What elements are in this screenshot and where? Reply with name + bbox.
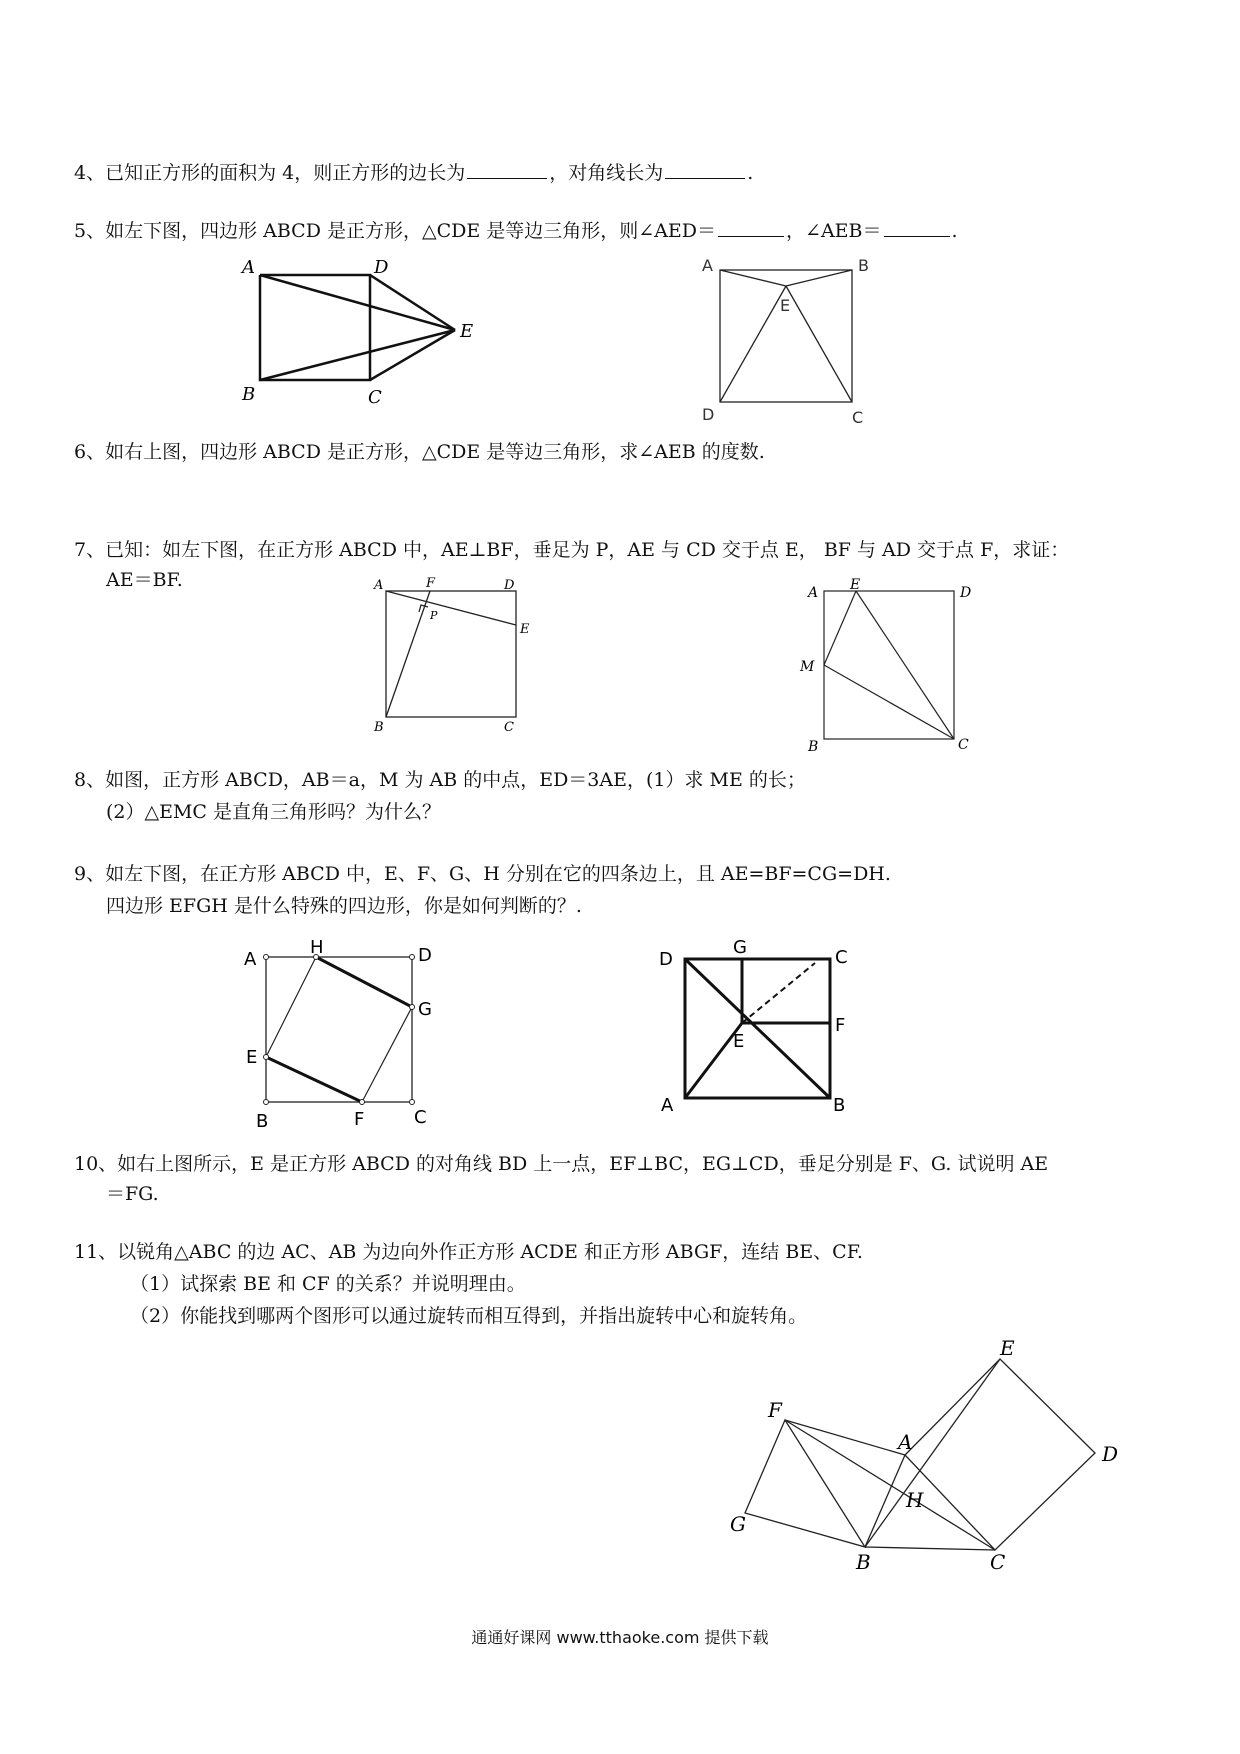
label-e: E bbox=[246, 1047, 258, 1068]
label-c: C bbox=[414, 1107, 427, 1128]
q6-text: 6、如右上图，四边形 ABCD 是正方形，△CDE 是等边三角形，求∠AEB 的度数. bbox=[74, 441, 765, 463]
figure-q7-square bbox=[370, 575, 540, 735]
question-11-line-3 bbox=[130, 1304, 807, 1328]
question-10-line-1 bbox=[74, 1152, 1048, 1176]
question-8-line-1 bbox=[74, 768, 806, 792]
label-d: D bbox=[374, 257, 389, 278]
label-b: B bbox=[242, 384, 256, 405]
question-11-line-2 bbox=[130, 1272, 526, 1296]
q4-blank-side[interactable] bbox=[467, 160, 547, 179]
label-p: P bbox=[430, 609, 438, 622]
label-g: G bbox=[418, 999, 432, 1020]
label-b: B bbox=[808, 739, 819, 755]
figure-q6-square-triangle bbox=[690, 255, 890, 425]
q11-text-1: 11、以锐角△ABC 的边 AC、AB 为边向外作正方形 ACDE 和正方形 ABGF，连结 BE、CF. bbox=[74, 1241, 863, 1263]
label-e: E bbox=[733, 1031, 745, 1052]
label-e: E bbox=[460, 321, 474, 342]
label-f: F bbox=[768, 1398, 782, 1422]
figure-q9-square bbox=[240, 935, 450, 1135]
label-e: E bbox=[520, 622, 530, 637]
q10-text-1: 10、如右上图所示，E 是正方形 ABCD 的对角线 BD 上一点，EF⊥BC，EG⊥CD，垂足分别是 F、G. 试说明 AE bbox=[74, 1153, 1049, 1175]
q10-text-2: ＝FG. bbox=[106, 1183, 159, 1205]
q9-text-2: 四边形 EFGH 是什么特殊的四边形，你是如何判断的？. bbox=[106, 895, 582, 917]
label-d: D bbox=[504, 578, 515, 593]
q9-text-1: 9、如左下图，在正方形 ABCD 中，E、F、G、H 分别在它的四条边上，且 AE=BF=CG=DH. bbox=[74, 863, 891, 885]
label-f: F bbox=[426, 576, 436, 591]
label-c: C bbox=[368, 387, 382, 408]
label-d: D bbox=[960, 585, 972, 601]
q5-blank-aed[interactable] bbox=[718, 218, 784, 237]
label-f: F bbox=[835, 1015, 846, 1036]
question-8-line-2 bbox=[106, 800, 441, 824]
label-e: E bbox=[780, 296, 791, 315]
q4-number: 4、 bbox=[74, 162, 106, 184]
q5-end: . bbox=[951, 220, 958, 242]
label-h: H bbox=[310, 937, 324, 958]
label-a: A bbox=[242, 257, 255, 278]
label-d: D bbox=[702, 405, 715, 424]
label-a: A bbox=[244, 949, 257, 970]
q5-text-1: 如左下图，四边形 ABCD 是正方形，△CDE 是等边三角形，则∠AED＝ bbox=[105, 220, 717, 242]
q4-blank-diagonal[interactable] bbox=[665, 160, 745, 179]
label-a: A bbox=[661, 1095, 674, 1116]
question-11-line-1 bbox=[74, 1240, 863, 1264]
label-e: E bbox=[850, 577, 861, 593]
label-c: C bbox=[835, 947, 848, 968]
question-4 bbox=[74, 160, 753, 185]
figure-q8-square bbox=[790, 575, 990, 755]
label-a: A bbox=[808, 585, 819, 601]
question-10-line-2 bbox=[106, 1182, 159, 1206]
label-h: H bbox=[906, 1488, 924, 1512]
q5-blank-aeb[interactable] bbox=[884, 218, 950, 237]
label-c: C bbox=[990, 1550, 1006, 1574]
q4-end: . bbox=[747, 162, 754, 184]
question-6 bbox=[74, 440, 765, 464]
figure-q11-two-squares bbox=[730, 1335, 1130, 1605]
q11-text-2: （1）试探索 BE 和 CF 的关系？并说明理由。 bbox=[130, 1273, 526, 1295]
q11-text-3: （2）你能找到哪两个图形可以通过旋转而相互得到，并指出旋转中心和旋转角。 bbox=[130, 1305, 808, 1327]
label-b: B bbox=[833, 1095, 846, 1116]
label-m: M bbox=[800, 659, 815, 675]
question-9-line-2 bbox=[106, 894, 582, 918]
label-f: F bbox=[354, 1109, 365, 1130]
label-b: B bbox=[256, 1111, 269, 1132]
q4-text-1: 已知正方形的面积为 4，则正方形的边长为 bbox=[105, 162, 466, 184]
q7-text-1: 7、已知：如左下图，在正方形 ABCD 中，AE⊥BF，垂足为 P，AE 与 CD 交于点 E， BF 与 AD 交于点 F，求证： bbox=[74, 539, 1070, 561]
label-g: G bbox=[730, 1512, 746, 1536]
label-e: E bbox=[1000, 1336, 1015, 1360]
label-a: A bbox=[374, 578, 384, 593]
q5-number: 5、 bbox=[74, 220, 106, 242]
question-7-line-2 bbox=[106, 568, 183, 592]
label-b: B bbox=[858, 256, 869, 275]
label-d: D bbox=[1102, 1442, 1119, 1466]
label-c: C bbox=[958, 737, 969, 753]
q4-text-2: ，对角线长为 bbox=[549, 162, 664, 184]
q8-text-1: 8、如图，正方形 ABCD，AB＝a，M 为 AB 的中点，ED＝3AE，(1）求 ME 的长； bbox=[74, 769, 806, 791]
q5-text-2: ，∠AEB＝ bbox=[786, 220, 882, 242]
q8-text-2: (2）△EMC 是直角三角形吗？为什么？ bbox=[106, 801, 442, 823]
figure-q10-square bbox=[655, 935, 865, 1135]
question-7-line-1 bbox=[74, 538, 1069, 562]
label-a: A bbox=[702, 256, 713, 275]
figure-q5-square-triangle bbox=[230, 255, 490, 415]
label-b: B bbox=[856, 1550, 871, 1574]
label-c: C bbox=[504, 720, 514, 735]
label-b: B bbox=[374, 720, 384, 735]
question-9-line-1 bbox=[74, 862, 891, 886]
label-g: G bbox=[733, 937, 747, 958]
label-c: C bbox=[852, 408, 864, 427]
label-d: D bbox=[659, 949, 673, 970]
page-footer: 通通好课网 www.tthaoke.com 提供下载 bbox=[471, 1628, 769, 1647]
label-d: D bbox=[418, 945, 432, 966]
label-a: A bbox=[898, 1430, 913, 1454]
q7-text-2: AE＝BF. bbox=[106, 569, 183, 591]
question-5 bbox=[74, 218, 958, 243]
